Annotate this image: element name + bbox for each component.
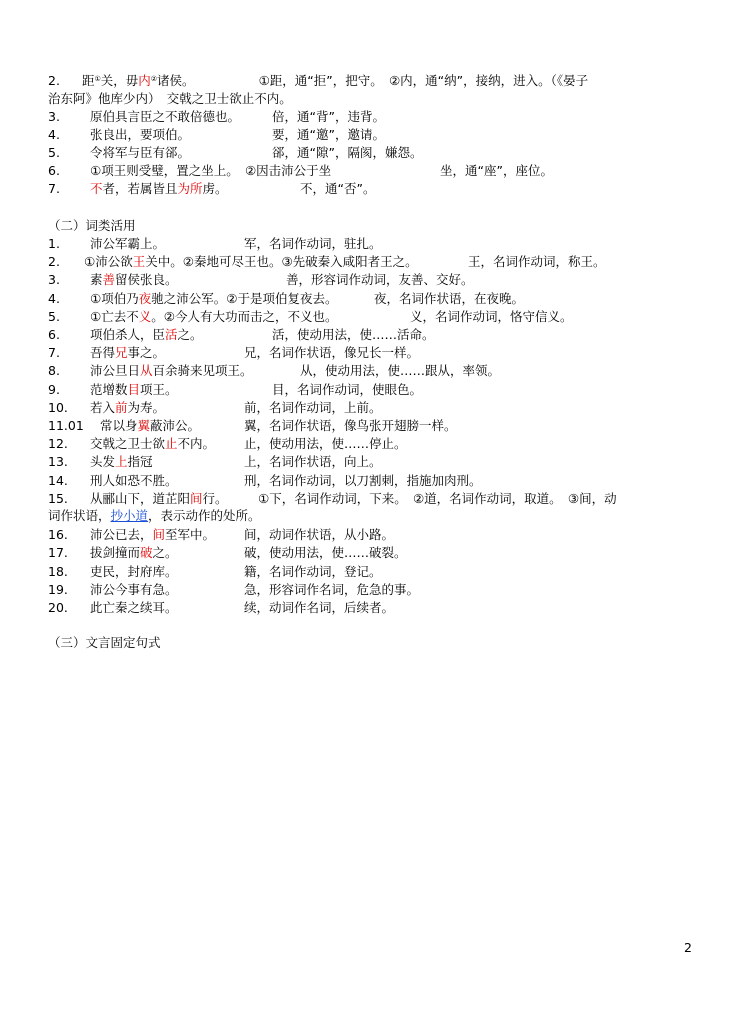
- item-s1-5: 5.: [48, 145, 60, 160]
- highlight-char: 目: [127, 382, 141, 397]
- item-number: 15.: [48, 491, 68, 506]
- item-number: 20.: [48, 600, 68, 615]
- note-text: ①距，通“拒”，把守。 ②内，通“纳”，接纳，进入。（《晏子: [258, 73, 589, 88]
- item-15-cont: 词作状语，抄小道，表示动作的处所。: [48, 508, 261, 523]
- highlight-char: 间: [152, 527, 166, 542]
- sentence-text: 此亡秦之续耳。: [90, 600, 178, 615]
- note-text: 前，名词作动词，上前。: [244, 400, 382, 415]
- note-text: 坐，通“座”，座位。: [440, 163, 553, 178]
- sentence-text: 常以身翼蔽沛公。: [100, 418, 201, 433]
- note-text: 翼，名词作状语，像鸟张开翅膀一样。: [244, 418, 457, 433]
- item-number: 10.: [48, 400, 68, 415]
- highlight-char: 兄: [115, 345, 128, 360]
- note-text: 夜，名词作状语，在夜晚。: [374, 291, 525, 306]
- highlight-char: 间: [190, 491, 203, 506]
- item-number: 8.: [48, 363, 60, 378]
- highlight-char: 王: [132, 254, 146, 269]
- section-heading: （二）词类活用: [48, 218, 136, 233]
- item-number: 11.01: [48, 418, 84, 433]
- note-text: 倍，通“背”，违背。: [272, 109, 385, 124]
- item-number: 17.: [48, 545, 68, 560]
- sentence-text: 沛公已去，间至军中。: [90, 527, 216, 542]
- note-text: 续，动词作名词，后续者。: [244, 600, 395, 615]
- note-text: 止，使动用法，使……停止。: [244, 436, 407, 451]
- item-number: 16.: [48, 527, 68, 542]
- section-heading: （三）文言固定句式: [48, 635, 161, 650]
- note-text: 善，形容词作动词，友善、交好。: [286, 272, 474, 287]
- note-text: 军，名词作动词，驻扎。: [244, 236, 382, 251]
- sentence-text: 刑人如恐不胜。: [90, 473, 178, 488]
- item-number: 2.: [48, 254, 60, 269]
- sentence-text: 吾得兄事之。: [90, 345, 166, 360]
- note-text: 上，名词作状语，向上。: [244, 454, 382, 469]
- item-s1-7: 7.: [48, 181, 60, 196]
- sentence-text: 不者，若属皆且为所虏。: [90, 181, 228, 196]
- note-text: 目，名词作动词，使眼色。: [272, 382, 423, 397]
- sentence-text: 若入前为寿。: [90, 400, 166, 415]
- item-number: 18.: [48, 564, 68, 579]
- sentence-text: ①项伯乃夜驰之沛公军。②于是项伯复夜去。: [90, 291, 338, 306]
- highlight-char: 善: [102, 272, 116, 287]
- item-number: 9.: [48, 382, 60, 397]
- note-text: 义，名词作动词，恪守信义。: [410, 309, 573, 324]
- sentence-text: 从郦山下，道芷阳间行。: [90, 491, 228, 506]
- sentence-text: ①沛公欲王关中。②秦地可尽王也。③先破秦入咸阳者王之。: [84, 254, 418, 269]
- highlight-char: 破: [140, 545, 153, 560]
- sentence-text: 沛公今事有急。: [90, 582, 178, 597]
- highlight-char: 夜: [138, 291, 152, 306]
- item-s1-4: 4.: [48, 127, 60, 142]
- highlight-char: 内: [138, 73, 151, 88]
- item-s1-2: 2. 距①关，毋内②诸侯。 ①距，通“拒”，把守。 ②内，通“纳”，接纳，进入。（《晏子: [48, 73, 589, 88]
- sentence-text: 张良出，要项伯。: [90, 127, 191, 142]
- sentence-text: 头发上指冠: [90, 454, 153, 469]
- note-text: 兄，名词作状语，像兄长一样。: [244, 345, 420, 360]
- item-number: 3.: [48, 272, 60, 287]
- sentence-text: 原伯具言臣之不敢倍德也。: [90, 109, 241, 124]
- note-text: 急，形容词作名词，危急的事。: [244, 582, 420, 597]
- highlight-char: 上: [115, 454, 128, 469]
- sentence-text: 拔剑撞而破之。: [90, 545, 178, 560]
- note-text: 间，动词作状语，从小路。: [244, 527, 395, 542]
- highlight-char: 翼: [137, 418, 151, 433]
- sentence-text: ①项王则受璧，置之坐上。 ②因击沛公于坐: [90, 163, 332, 178]
- highlight-char: 止: [165, 436, 178, 451]
- item-s1-6: 6.: [48, 163, 60, 178]
- item-number: 14.: [48, 473, 68, 488]
- sentence-text: 项伯杀人，臣活之。: [90, 327, 203, 342]
- item-number: 12.: [48, 436, 68, 451]
- highlight-char: 从: [140, 363, 153, 378]
- item-number: 19.: [48, 582, 68, 597]
- item-number: 2.: [48, 73, 60, 88]
- sentence-text: 沛公军霸上。: [90, 236, 166, 251]
- note-text: 刑，名词作动词，以刀割刺，指施加肉刑。: [244, 473, 482, 488]
- item-number: 1.: [48, 236, 60, 251]
- sentence-text: 范增数目项王。: [90, 382, 178, 397]
- sentence-text: 吏民，封府库。: [90, 564, 178, 579]
- highlight-char: 活: [165, 327, 178, 342]
- sentence-text: 交戟之卫士欲止不内。: [90, 436, 216, 451]
- sentence-text: ①亡去不义。②今人有大功而击之，不义也。: [90, 309, 338, 324]
- note-text: 王，名词作动词，称王。: [468, 254, 606, 269]
- item-number: 7.: [48, 345, 60, 360]
- item-number: 4.: [48, 291, 60, 306]
- note-text: 活，使动用法，使……活命。: [272, 327, 435, 342]
- item-number: 6.: [48, 327, 60, 342]
- highlight-char: 前: [115, 400, 128, 415]
- item-s1-3: 3.: [48, 109, 60, 124]
- item-number: 13.: [48, 454, 68, 469]
- note-text: 要，通“邀”，邀请。: [272, 127, 385, 142]
- note-text: 破，使动用法，使……破裂。: [244, 545, 407, 560]
- item-number: 5.: [48, 309, 60, 324]
- underlined-term: 抄小道: [110, 508, 149, 523]
- page-number: 2: [684, 940, 692, 955]
- highlight-char: 义: [138, 309, 152, 324]
- note-text: 不，通“否”。: [300, 181, 376, 196]
- sentence-text: 沛公旦日从百余骑来见项王。: [90, 363, 253, 378]
- note-text: ①下，名词作动词，下来。 ②道，名词作动词，取道。 ③间，动: [258, 491, 617, 506]
- item-s1-2-cont: 治东阿》他库少内） 交戟之卫士欲止不内。: [48, 91, 292, 106]
- note-text: 郤，通“隙”，隔阂，嫌怨。: [272, 145, 423, 160]
- sentence-text: 素善留侯张良。: [90, 272, 178, 287]
- note-text: 籍，名词作动词，登记。: [244, 564, 382, 579]
- note-text: 从，使动用法，使……跟从，率领。: [300, 363, 501, 378]
- sentence-text: 令将军与臣有郤。: [90, 145, 191, 160]
